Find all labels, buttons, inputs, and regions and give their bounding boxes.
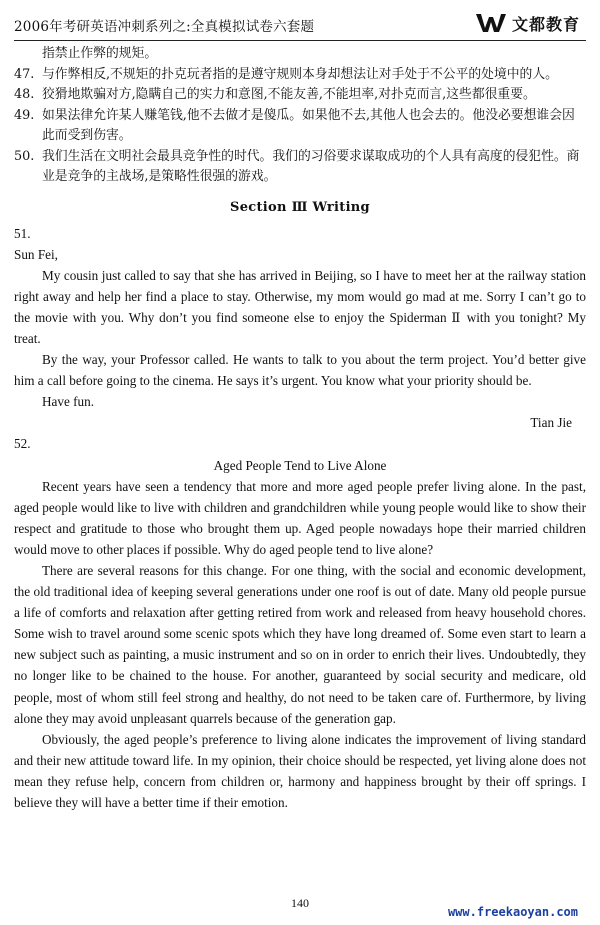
translation-item-49 bbox=[14, 106, 586, 147]
q51-number: 51. bbox=[14, 225, 31, 241]
brand-name: 文都教育 bbox=[511, 14, 580, 34]
item-number: 50. bbox=[14, 148, 35, 164]
item-text: 我们生活在文明社会最具竞争性的时代。我们的习俗要求谋取成功的个人具有高度的侵犯性。商业是竞争的主战场,是策略性很强的游戏。 bbox=[42, 148, 580, 184]
item-number: 47. bbox=[14, 66, 35, 82]
item-text: 狡猾地欺骗对方,隐瞒自己的实力和意图,不能友善,不能坦率,对扑克而言,这些都很重要。 bbox=[42, 87, 536, 102]
header-title: 2006年考研英语冲刺系列之:全真模拟试卷六套题 bbox=[14, 19, 315, 35]
item-text: 与作弊相反,不规矩的扑克玩者指的是遵守规则本身却想法让对手处于不公平的处境中的人。 bbox=[42, 66, 558, 82]
item-text: 如果法律允许某人赚笔钱,他不去做才是傻瓜。如果他不去,其他人也会去的。他没必要想谁会因此而受到伤害。 bbox=[42, 107, 575, 143]
translation-continuation: 指禁止作弊的规矩。 bbox=[42, 46, 158, 61]
q52-paragraph-3: Obviously, the aged people’s preference to living alone indicates the improvement of living standard and their new attitude toward life. In my opinion, their choice should be respected, yet living alone does not mean they refuse help, concern from children or, harmony and happiness brought by their off springs. I believe they will have a better time if their emotion. bbox=[14, 731, 586, 811]
brand bbox=[475, 10, 580, 36]
section-title: Section Ⅲ Writing bbox=[230, 199, 370, 215]
q51-closing: Have fun. bbox=[42, 394, 94, 410]
q51-paragraph-1: My cousin just called to say that she has arrived in Beijing, so I have to meet her at the railway station right away and help her find a place to stay. Otherwise, my mom would go mad at me. Sorry I can’t go to the movie with you. Why don’t you find someone else to enjoy the Spiderman Ⅱ with you tonight? My treat. bbox=[14, 267, 586, 346]
wendu-w-logo-icon bbox=[475, 12, 509, 34]
item-number: 49. bbox=[14, 107, 35, 123]
translation-item-47 bbox=[14, 65, 586, 86]
q52-paragraph-2: There are several reasons for this change. For one thing, with the social and economic development, the old traditional idea of keeping several generations under one roof is out of date. Many old people pursue a life of comforts and relaxation after getting retired from work and released from heavy household chores. Some wish to travel around some scenic spots which they have long dreamed of. Some even start to learn a new subject such as painting, a music instrument and so on in order to enrich their lives. Undoubtedly, they no longer like to be chained to the house. For another, guaranteed by social security and medicare, old people, most of whom still feel strong and healthy, do not need to be taken care of. Furthermore, by living alone they may avoid unpleasant quarrels because of the generation gap. bbox=[14, 563, 586, 726]
q51-salutation: Sun Fei, bbox=[14, 246, 58, 262]
q52-number: 52. bbox=[14, 436, 31, 452]
q51-signature: Tian Jie bbox=[530, 415, 572, 431]
page-header bbox=[14, 6, 586, 41]
page-content bbox=[14, 44, 586, 813]
q52-essay-title: Aged People Tend to Live Alone bbox=[213, 457, 387, 473]
translation-item-50 bbox=[14, 147, 586, 188]
q52-paragraph-1: Recent years have seen a tendency that more and more aged people prefer living alone. In the past, aged people would like to live with children and grandchildren while young people would like to show their respect and gratitude to those who brought them up. Aged people nowadays hope their married children would move to other places if possible. Why do aged people tend to live alone? bbox=[14, 478, 586, 557]
page-number: 140 bbox=[291, 896, 309, 910]
q51-paragraph-2: By the way, your Professor called. He wants to talk to you about the term project. You’d better give him a call before going to the cinema. He says it’s urgent. You know what your priority should be. bbox=[14, 352, 586, 389]
translation-item-48 bbox=[14, 85, 586, 106]
footer-url: www.freekaoyan.com bbox=[447, 905, 578, 919]
item-number: 48. bbox=[14, 87, 35, 102]
